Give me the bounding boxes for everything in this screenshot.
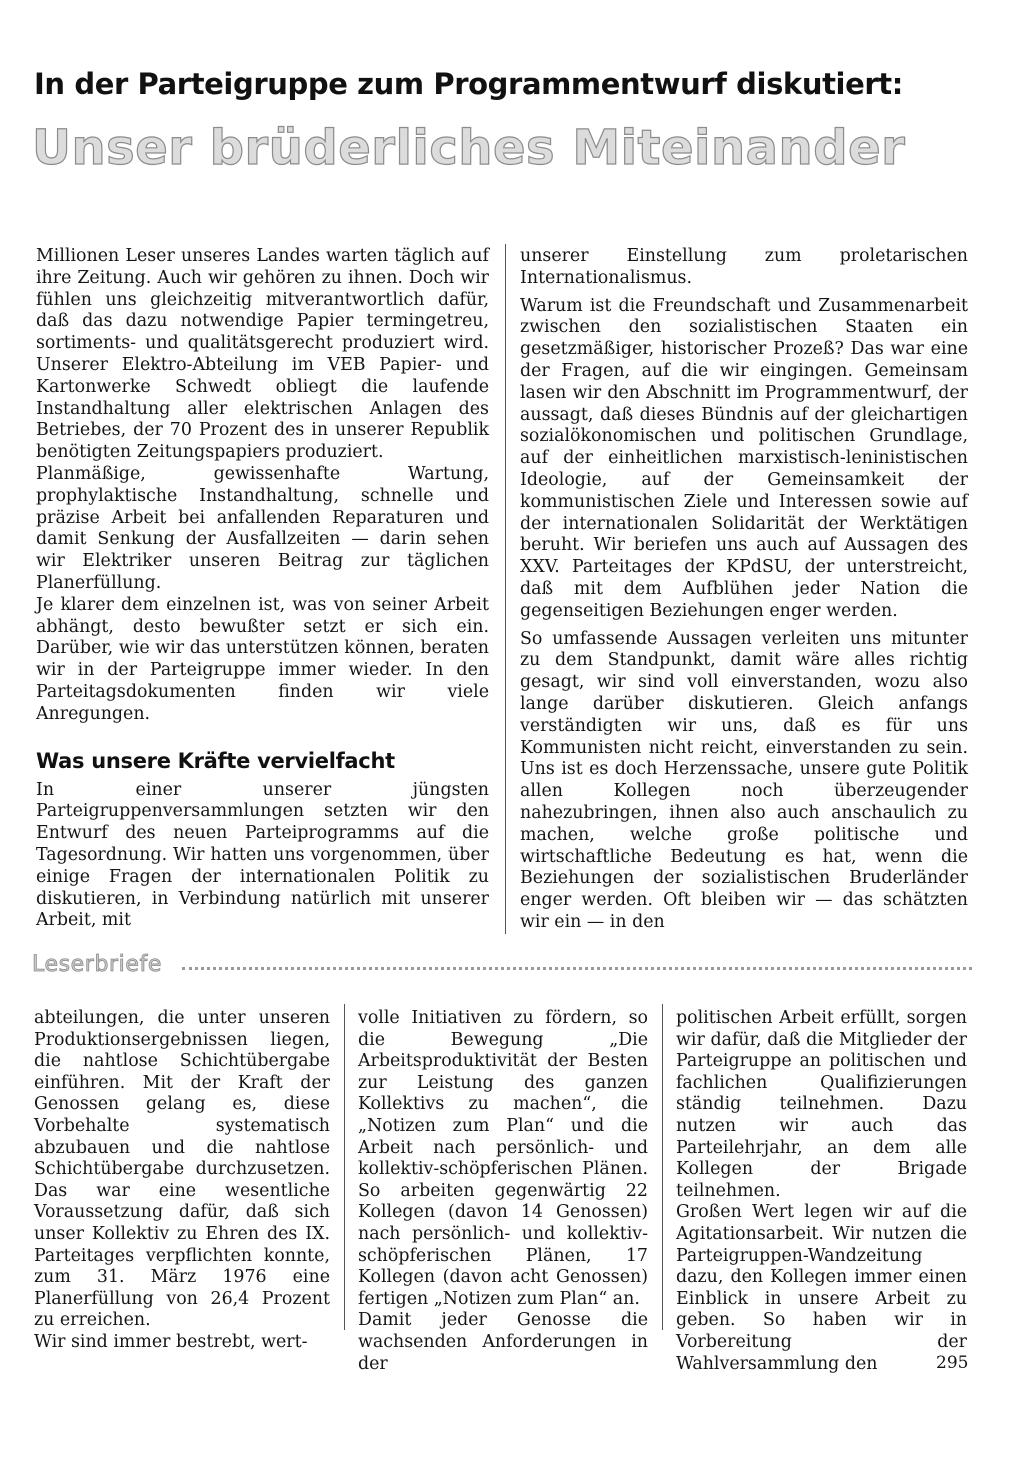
paragraph: So umfassende Aussagen verleiten uns mitunter zu dem Standpunkt, damit wäre alles richtig gesagt, wir sind voll einverstanden, wozu also lange darüber diskutieren. Gleich anfangs verständigten wir uns, daß es für uns Kommunisten nicht reicht, einverstanden zu sein. Uns ist es doch Herzenssache, unsere gute Politik allen Kollegen noch überzeugender nahezubringen, ihnen also auch anschaulich zu machen, welche große politische und wirtschaftliche Bedeutung es hat, wenn die Beziehungen der sozialistischen Bruderländer enger werden. Oft bleiben wir — das schätzten wir ein — in den (520, 628, 968, 932)
paragraph: In einer unserer jüngsten Parteigruppenversammlungen setzten wir den Entwurf des neuen Parteiprogramms auf die Tagesordnung. Wir hatten uns vorgenommen, über einige Fragen der internationalen Politik zu diskutieren, in Verbindung natürlich mit unserer Arbeit, mit (36, 779, 489, 931)
column-divider (662, 1004, 663, 1330)
subheading: Was unsere Kräfte vervielfacht (36, 748, 395, 773)
letter-column-2 (358, 1008, 648, 1375)
dotted-rule (182, 967, 972, 970)
paragraph: Millionen Leser unseres Landes warten täglich auf ihre Zeitung. Auch wir gehören zu ihnen. Doch wir fühlen uns gleichzeitig mitverantwortlich dafür, daß das dazu notwendige Papier termingetreu, sortiments- und qualitätsgerecht produziert wird. Unserer Elektro-Abteilung im VEB Papier- und Kartonwerke Schwedt obliegt die laufende Instandhaltung aller elektrischen Anlagen des Betriebes, der 70 Prozent des in unserer Republik benötigten Zeitungspapiers produziert. (36, 246, 489, 463)
paragraph: volle Initiativen zu fördern, so die Bewegung „Die Arbeitsproduktivität der Besten zur Leistung des ganzen Kollektivs zu machen“, die „Notizen zum Plan“ und die Arbeit nach persönlich- und kollektiv-schöpferischen Plänen. So arbeiten gegenwärtig 22 Kollegen (davon 14 Genossen) nach persönlich- und kollektiv-schöpferischen Plänen, 17 Kollegen (davon acht Genossen) fertigen „Notizen zum Plan“ an. (358, 1008, 648, 1309)
column-divider (505, 244, 506, 934)
section-label: Leserbriefe (32, 952, 162, 977)
paragraph: unserer Einstellung zum proletarischen Internationalismus. (520, 246, 968, 288)
paragraph: Wir sind immer bestrebt, wert- (34, 1331, 308, 1352)
section-separator (32, 950, 972, 982)
paragraph: politischen Arbeit erfüllt, sorgen wir dafür, daß die Mitglieder der Parteigruppe an politischen und fachlichen Qualifizierungen ständig teilnehmen. Dazu nutzen wir auch das Parteilehrjahr, an dem alle Kollegen der Brigade teilnehmen. (676, 1008, 967, 1201)
paragraph: Warum ist die Freundschaft und Zusammenarbeit zwischen den sozialistischen Staaten ein gesetzmäßiger, historischer Prozeß? Das war eine der Fragen, auf die wir eingingen. Gemeinsam lasen wir den Abschnitt im Programmentwurf, der aussagt, daß dieses Bündnis auf der gleichartigen sozialökonomischen und politischen Grundlage, auf der einheitlichen marxistisch-leninistischen Ideologie, auf der Gemeinsamkeit der kommunistischen Ziele und Interessen sowie auf der internationalen Solidarität der Werktätigen beruht. Wir beriefen uns auch auf Aussagen des XXV. Parteitages der KPdSU, der unterstreicht, daß mit dem Aufblühen jeder Nation die gegenseitigen Beziehungen enger werden. (520, 295, 968, 621)
article-column-right (520, 246, 968, 934)
letter-column-3 (676, 1008, 967, 1375)
article-headline: Unser brüderliches Miteinander (32, 120, 906, 176)
letter-column-1 (34, 1008, 330, 1354)
column-divider (344, 1004, 345, 1330)
page-number: 295 (936, 1353, 969, 1373)
paragraph: abteilungen, die unter unseren Produktionsergebnissen liegen, die nahtlose Schichtübergabe einführen. Mit der Kraft der Genossen gelang es, diese Vorbehalte systematisch abzubauen und die nahtlose Schichtübergabe durchzusetzen. Das war eine wesentliche Voraussetzung dafür, daß sich unser Kollektiv zu Ehren des IX. Parteitages verpflichten konnte, zum 31. März 1976 eine Planerfüllung von 26,4 Prozent zu erreichen. (34, 1008, 330, 1331)
paragraph: Je klarer dem einzelnen ist, was von seiner Arbeit abhängt, desto bewußter setzt er sich ein. Darüber, wie wir das unterstützen können, beraten wir in der Parteigruppe immer wieder. In den Parteitagsdokumenten finden wir viele Anregungen. (36, 594, 489, 724)
kicker-heading: In der Parteigruppe zum Programmentwurf diskutiert: (34, 67, 903, 101)
paragraph: Damit jeder Genosse die wachsenden Anforderungen in der (358, 1310, 648, 1374)
paragraph: Großen Wert legen wir auf die Agitationsarbeit. Wir nutzen die Parteigruppen-Wandzeitung dazu, den Kollegen immer einen Einblick in unsere Arbeit zu geben. So haben wir in Vorbereitung der Wahlversammlung den (676, 1202, 967, 1374)
article-column-left (36, 246, 489, 932)
paragraph: Planmäßige, gewissenhafte Wartung, prophylaktische Instandhaltung, schnelle und präzise Arbeit bei anfallenden Reparaturen und damit Senkung der Ausfallzeiten — darin sehen wir Elektriker unseren Beitrag zur täglichen Planerfüllung. (36, 463, 489, 593)
